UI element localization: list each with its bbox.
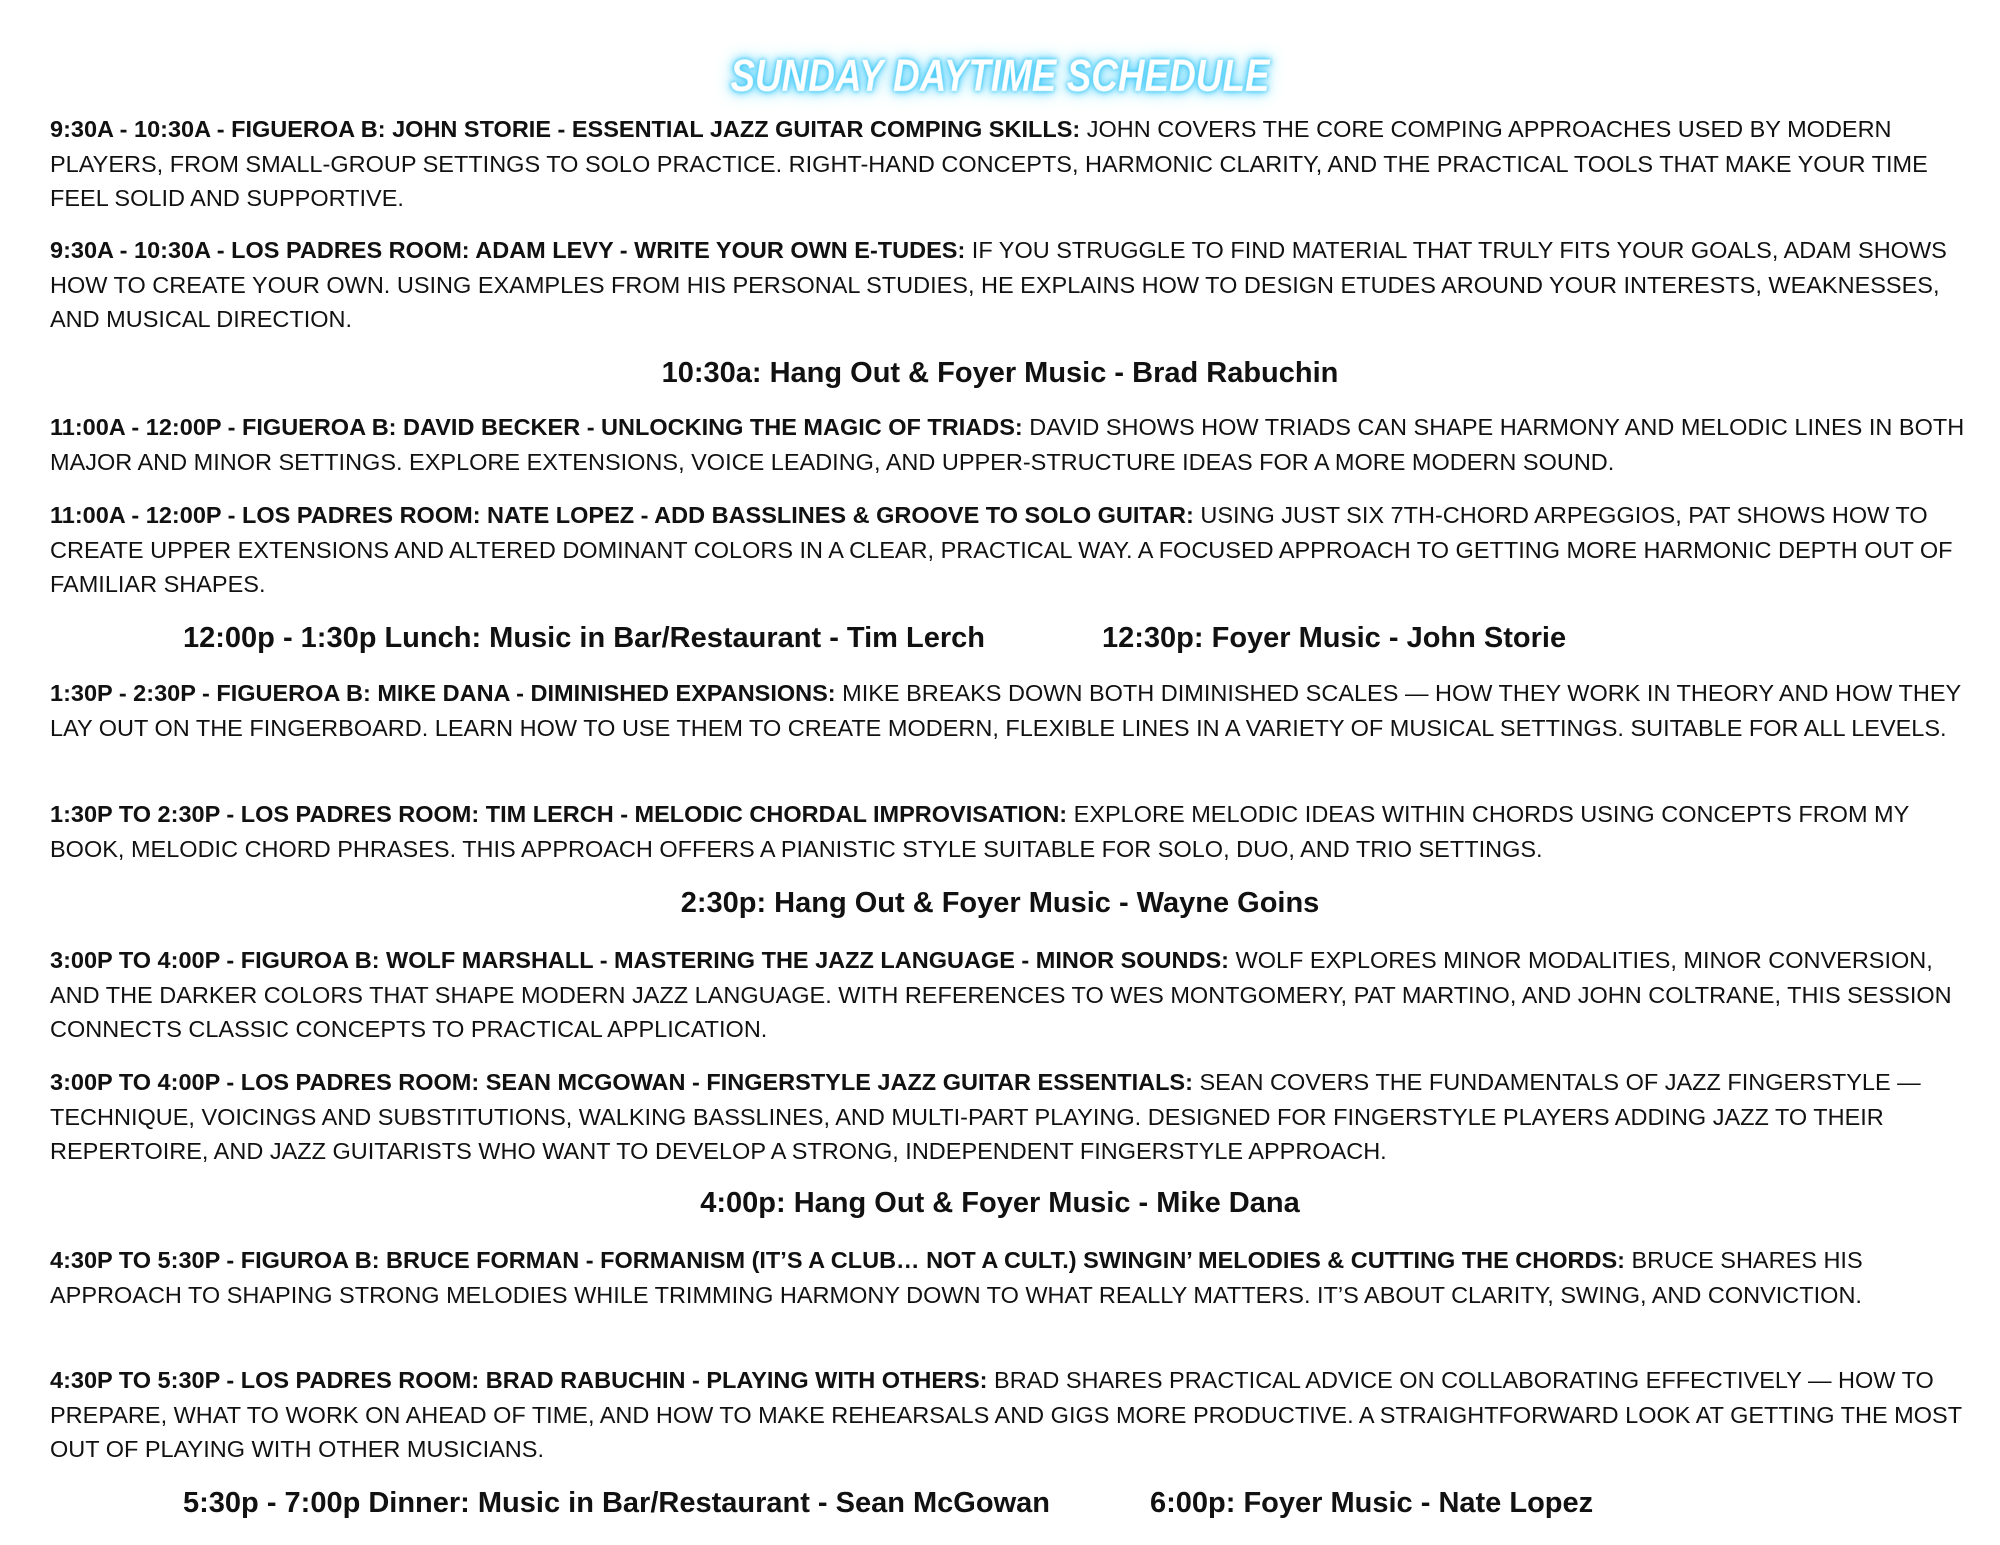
session-description: DAVID SHOWS HOW TRIADS CAN SHAPE HARMONY AND MELODIC LINES IN BOTH MAJOR AND MINOR SETTINGS. EXPLORE EXTENSIONS, VOICE LEADING, AND UPPER-STRUCTURE IDEAS FOR A MORE MODERN SOUND. — [50, 414, 1965, 475]
session-heading: 4:30P TO 5:30P - LOS PADRES ROOM: BRAD RABUCHIN - PLAYING WITH OTHERS: — [50, 1367, 988, 1393]
session-heading: 11:00A - 12:00P - FIGUEROA B: DAVID BECKER - UNLOCKING THE MAGIC OF TRIADS: — [50, 414, 1023, 440]
session-description: MIKE BREAKS DOWN BOTH DIMINISHED SCALES — HOW THEY WORK IN THEORY AND HOW THEY LAY OUT ON THE FINGERBOARD. LEARN HOW TO USE THEM TO CREATE MODERN, FLEXIBLE LINES IN A VARIETY OF MUSICAL SETTINGS. SUITABLE FOR ALL LEVELS. — [50, 680, 1961, 741]
session-item — [50, 797, 1970, 866]
session-item — [50, 1363, 1970, 1467]
session-description: BRUCE SHARES HIS APPROACH TO SHAPING STRONG MELODIES WHILE TRIMMING HARMONY DOWN TO WHAT REALLY MATTERS. IT’S ABOUT CLARITY, SWING, AND CONVICTION. — [50, 1247, 1863, 1308]
session-description: USING JUST SIX 7TH-CHORD ARPEGGIOS, PAT SHOWS HOW TO CREATE UPPER EXTENSIONS AND ALTERED DOMINANT COLORS IN A CLEAR, PRACTICAL WAY. A FOCUSED APPROACH TO GETTING MORE HARMONIC DEPTH OUT OF FAMILIAR SHAPES. — [50, 502, 1953, 597]
session-heading: 9:30A - 10:30A - LOS PADRES ROOM: ADAM LEVY - WRITE YOUR OWN E-TUDES: — [50, 237, 966, 263]
foyer-break: 2:30p: Hang Out & Foyer Music - Wayne Goins — [680, 887, 1320, 919]
lunch-foyer-music: 12:30p: Foyer Music - John Storie — [1102, 622, 1567, 654]
session-heading: 1:30P TO 2:30P - LOS PADRES ROOM: TIM LERCH - MELODIC CHORDAL IMPROVISATION: — [50, 801, 1068, 827]
foyer-break: 10:30a: Hang Out & Foyer Music - Brad Rabuchin — [661, 357, 1339, 389]
session-heading: 3:00P TO 4:00P - FIGUROA B: WOLF MARSHALL - MASTERING THE JAZZ LANGUAGE - MINOR SOUNDS: — [50, 947, 1229, 973]
session-item — [50, 1065, 1970, 1169]
lunch-break: 12:00p - 1:30p Lunch: Music in Bar/Restaurant - Tim Lerch — [183, 622, 985, 654]
session-description: EXPLORE MELODIC IDEAS WITHIN CHORDS USING CONCEPTS FROM MY BOOK, MELODIC CHORD PHRASES. THIS APPROACH OFFERS A PIANISTIC STYLE SUITABLE FOR SOLO, DUO, AND TRIO SETTINGS. — [50, 801, 1909, 862]
page-title: SUNDAY DAYTIME SCHEDULE — [730, 50, 1270, 101]
dinner-break: 5:30p - 7:00p Dinner: Music in Bar/Restaurant - Sean McGowan — [183, 1487, 1050, 1519]
session-item — [50, 943, 1970, 1047]
session-item — [50, 112, 1970, 216]
session-item — [50, 1243, 1970, 1312]
foyer-break: 4:00p: Hang Out & Foyer Music - Mike Dana — [700, 1187, 1300, 1219]
session-description: WOLF EXPLORES MINOR MODALITIES, MINOR CONVERSION, AND THE DARKER COLORS THAT SHAPE MODERN JAZZ LANGUAGE. WITH REFERENCES TO WES MONTGOMERY, PAT MARTINO, AND JOHN COLTRANE, THIS SESSION CONNECTS CLASSIC CONCEPTS TO PRACTICAL APPLICATION. — [50, 947, 1952, 1042]
session-heading: 11:00A - 12:00P - LOS PADRES ROOM: NATE LOPEZ - ADD BASSLINES & GROOVE TO SOLO GUITAR: — [50, 502, 1194, 528]
session-item — [50, 233, 1970, 337]
session-heading: 1:30P - 2:30P - FIGUEROA B: MIKE DANA - DIMINISHED EXPANSIONS: — [50, 680, 836, 706]
session-item — [50, 498, 1970, 602]
session-description: SEAN COVERS THE FUNDAMENTALS OF JAZZ FINGERSTYLE — TECHNIQUE, VOICINGS AND SUBSTITUTIONS, WALKING BASSLINES, AND MULTI-PART PLAYING. DESIGNED FOR FINGERSTYLE PLAYERS ADDING JAZZ TO THEIR REPERTOIRE, AND JAZZ GUITARISTS WHO WANT TO DEVELOP A STRONG, INDEPENDENT FINGERSTYLE APPROACH. — [50, 1069, 1921, 1164]
dinner-foyer-music: 6:00p: Foyer Music - Nate Lopez — [1150, 1487, 1594, 1519]
session-description: BRAD SHARES PRACTICAL ADVICE ON COLLABORATING EFFECTIVELY — HOW TO PREPARE, WHAT TO WORK ON AHEAD OF TIME, AND HOW TO MAKE REHEARSALS AND GIGS MORE PRODUCTIVE. A STRAIGHTFORWARD LOOK AT GETTING THE MOST OUT OF PLAYING WITH OTHER MUSICIANS. — [50, 1367, 1962, 1462]
session-heading: 4:30P TO 5:30P - FIGUROA B: BRUCE FORMAN - FORMANISM (IT’S A CLUB… NOT A CULT.) SWINGIN’ MELODIES & CUTTING THE CHORDS: — [50, 1247, 1625, 1273]
session-heading: 9:30A - 10:30A - FIGUEROA B: JOHN STORIE - ESSENTIAL JAZZ GUITAR COMPING SKILLS: — [50, 116, 1081, 142]
session-item — [50, 410, 1970, 479]
session-description: IF YOU STRUGGLE TO FIND MATERIAL THAT TRULY FITS YOUR GOALS, ADAM SHOWS HOW TO CREATE YOUR OWN. USING EXAMPLES FROM HIS PERSONAL STUDIES, HE EXPLAINS HOW TO DESIGN ETUDES AROUND YOUR INTERESTS, WEAKNESSES, AND MUSICAL DIRECTION. — [50, 237, 1947, 332]
session-description: JOHN COVERS THE CORE COMPING APPROACHES USED BY MODERN PLAYERS, FROM SMALL-GROUP SETTINGS TO SOLO PRACTICE. RIGHT-HAND CONCEPTS, HARMONIC CLARITY, AND THE PRACTICAL TOOLS THAT MAKE YOUR TIME FEEL SOLID AND SUPPORTIVE. — [50, 116, 1928, 211]
session-heading: 3:00P TO 4:00P - LOS PADRES ROOM: SEAN MCGOWAN - FINGERSTYLE JAZZ GUITAR ESSENTIALS: — [50, 1069, 1193, 1095]
session-item — [50, 676, 1970, 745]
